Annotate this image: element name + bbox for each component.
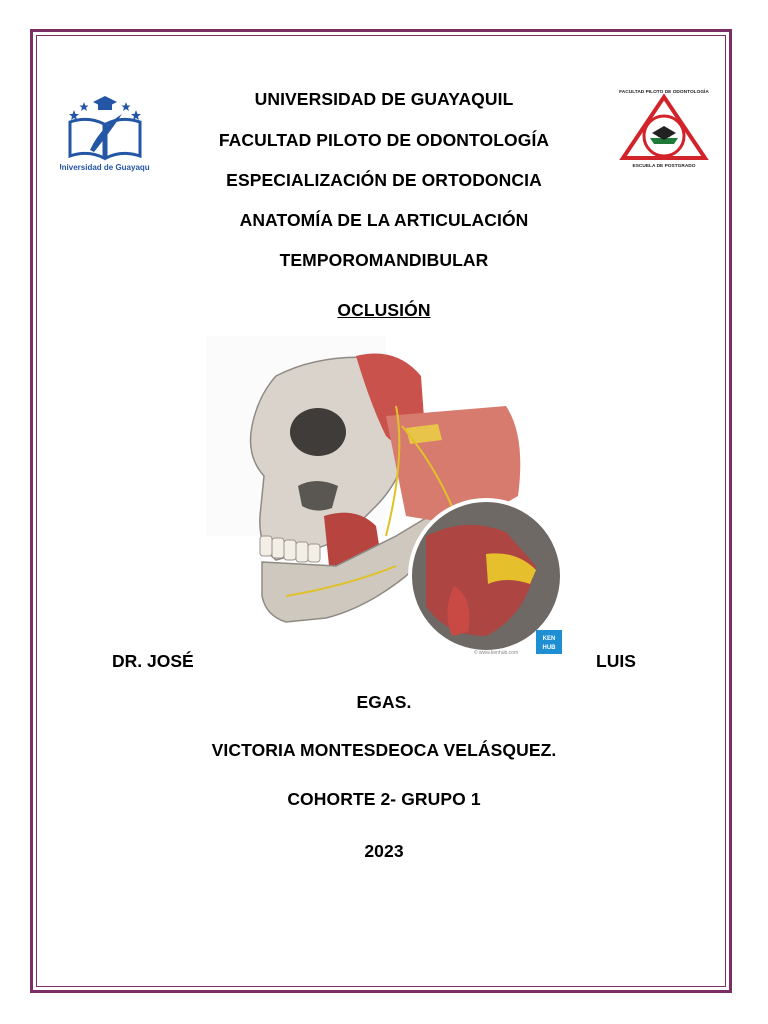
- faculty-logo-caption-bottom: ESCUELA DE POSTGRADO: [632, 164, 696, 169]
- teacher-name-last: EGAS.: [356, 692, 412, 712]
- kenhub-badge-line2: HUB: [542, 645, 556, 651]
- student-name: VICTORIA MONTESDEOCA VELÁSQUEZ.: [211, 740, 557, 760]
- topic-title-line1: ANATOMÍA DE LA ARTICULACIÓN: [239, 210, 529, 230]
- cohort-group: COHORTE 2- GRUPO 1: [287, 789, 481, 809]
- kenhub-badge-line1: KEN: [542, 636, 556, 642]
- university-title: UNIVERSIDAD DE GUAYAQUIL: [254, 89, 514, 109]
- tmj-anatomy-illustration: [206, 336, 566, 658]
- topic-title-line2: TEMPOROMANDIBULAR: [279, 250, 489, 270]
- specialization-title: ESPECIALIZACIÓN DE ORTODONCIA: [226, 170, 542, 190]
- year: 2023: [364, 841, 404, 861]
- subtitle-oclusion: OCLUSIÓN: [337, 300, 431, 320]
- figure-copyright: © www.kenhub.com: [473, 650, 519, 656]
- faculty-logo-caption-top: FACULTAD PILOTO DE ODONTOLOGÍA: [619, 90, 709, 95]
- teacher-name-first: DR. JOSÉ: [112, 651, 194, 671]
- teacher-name-middle: LUIS: [596, 651, 636, 671]
- faculty-title: FACULTAD PILOTO DE ODONTOLOGÍA: [218, 130, 550, 150]
- university-logo-caption: Universidad de Guayaquil: [60, 163, 150, 172]
